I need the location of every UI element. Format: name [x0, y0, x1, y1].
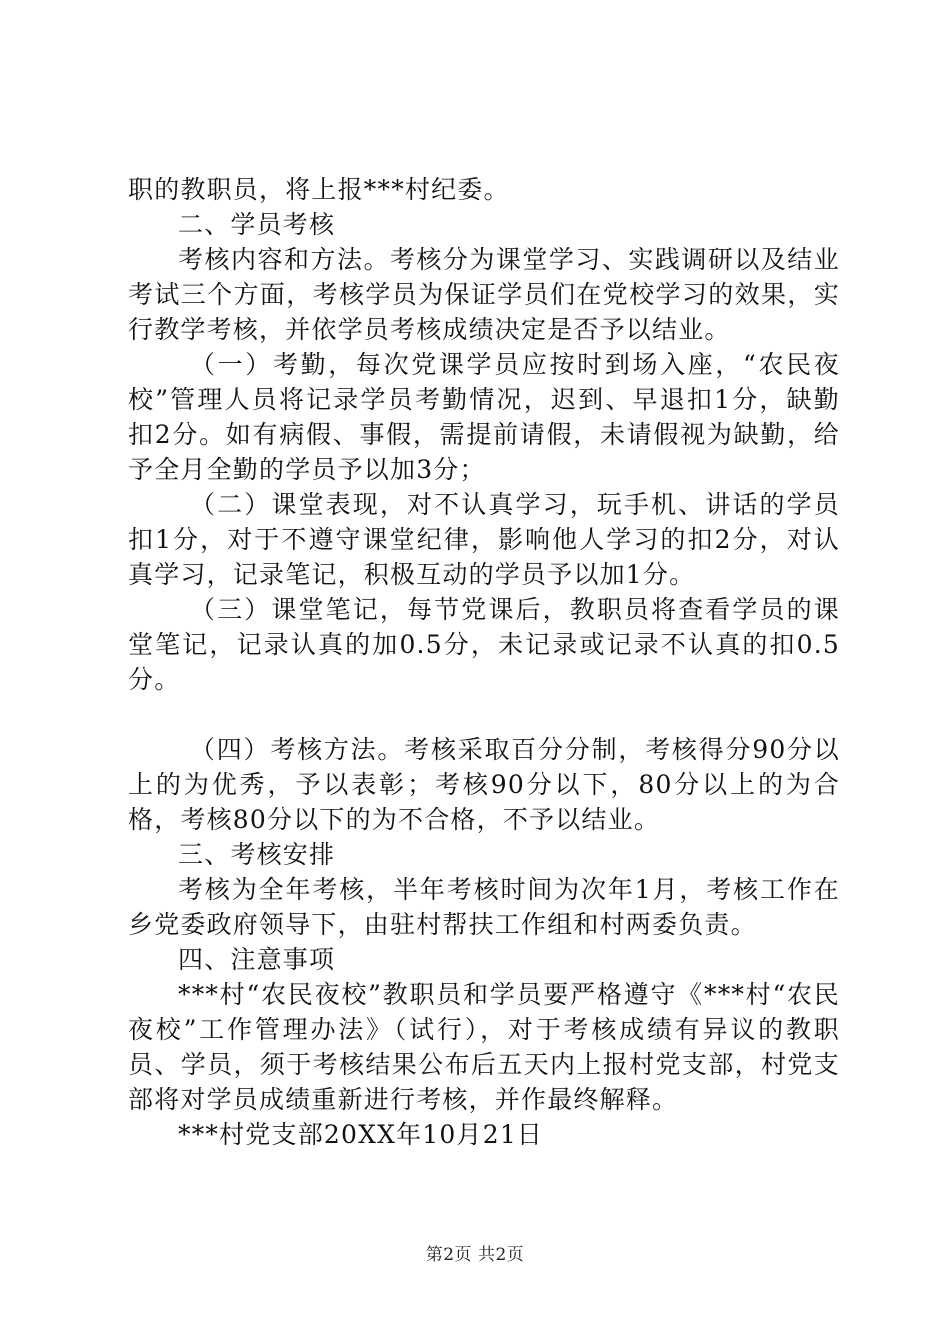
paragraph-notes: ***村“农民夜校”教职员和学员要严格遵守《***村“农民夜校”工作管理办法》（试行），对于考核成绩有异议的教职员、学员，须于考核结果公布后五天内上报村党支部，村党支部将对学员成绩重新进行考核，并作最终解释。: [128, 980, 840, 1114]
paragraph-class-notes: （三）课堂笔记，每节党课后，教职员将查看学员的课堂笔记，记录认真的加0.5分，未记录或记录不认真的扣0.5分。: [128, 595, 840, 694]
document-body: [128, 172, 840, 1152]
paragraph-arrangement: 考核为全年考核，半年考核时间为次年1月，考核工作在乡党委政府领导下，由驻村帮扶工作组和村两委负责。: [128, 875, 840, 939]
signature-line: ***村党支部20XX年10月21日: [178, 1120, 544, 1149]
paragraph-continuation: 职的教职员，将上报***村纪委。: [128, 175, 510, 204]
paragraph-attendance: （一）考勤，每次党课学员应按时到场入座，“农民夜校”管理人员将记录学员考勤情况，迟到、早退扣1分，缺勤扣2分。如有病假、事假，需提前请假，未请假视为缺勤，给予全月全勤的学员予以加3分；: [128, 350, 840, 484]
section-heading-notes: 四、注意事项: [178, 945, 336, 974]
page-number: 第2页 共2页: [425, 1245, 525, 1265]
paragraph-assessment-content: 考核内容和方法。考核分为课堂学习、实践调研以及结业考试三个方面，考核学员为保证学员们在党校学习的效果，实行教学考核，并依学员考核成绩决定是否予以结业。: [128, 245, 840, 344]
paragraph-class-performance: （二）课堂表现，对不认真学习，玩手机、讲话的学员扣1分，对于不遵守课堂纪律，影响他人学习的扣2分，对认真学习，记录笔记，积极互动的学员予以加1分。: [128, 490, 840, 589]
paragraph-assessment-method: （四）考核方法。考核采取百分分制，考核得分90分以上的为优秀，予以表彰；考核90分以下，80分以上的为合格，考核80分以下的为不合格，不予以结业。: [128, 735, 840, 834]
section-heading-arrangement: 三、考核安排: [178, 840, 336, 869]
section-heading-student-assessment: 二、学员考核: [178, 210, 336, 239]
